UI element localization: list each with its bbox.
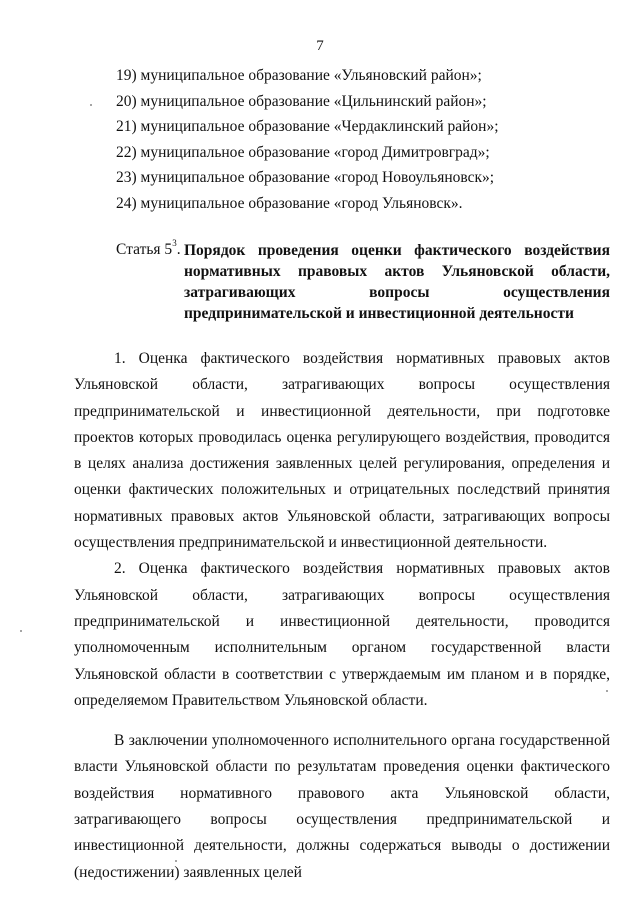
list-item: 23) муниципальное образование «город Новоульяновск»; xyxy=(116,169,495,186)
paragraph-1: 1. Оценка фактического воздействия нормативных правовых актов Ульяновской области, затрагивающих вопросы осуществления предпринимательской и инвестиционной деятельности, при подготовке проектов которых проводилась оценка регулирующего воздействия, проводится в целях анализа достижения заявленных целей регулирования, определения и оценки фактических положительных и отрицательных последствий принятия нормативных правовых актов Ульяновской области, затрагивающих вопросы осуществления предпринимательской и инвестиционной деятельности. xyxy=(74,350,610,552)
paragraph-2: 2. Оценка фактического воздействия нормативных правовых актов Ульяновской области, затрагивающих вопросы осуществления предпринимательской и инвестиционной деятельности, проводится уполномоченным исполнительным органом государственной власти Ульяновской области в соответствии с утверждаемым им планом и в порядке, определяемом Правительством Ульяновской области. xyxy=(74,560,610,709)
list-item: 22) муниципальное образование «город Димитровград»; xyxy=(116,143,490,161)
article-label: Статья $5^3$. xyxy=(116,238,181,259)
list-item: 19) муниципальное образование «Ульяновский район»; xyxy=(116,67,482,84)
list-item: 24) муниципальное образование «город Ульяновск». xyxy=(116,194,463,212)
article-label-superscript: 3 xyxy=(172,238,177,248)
scan-speck xyxy=(606,690,608,692)
scan-speck xyxy=(90,104,92,106)
page-number: 7 xyxy=(316,38,324,54)
article-body xyxy=(74,346,610,886)
list-item: 20) муниципальное образование «Цильнинский район»; xyxy=(116,92,487,110)
municipality-list xyxy=(116,66,499,219)
scan-speck xyxy=(20,630,22,632)
paragraph-3: В заключении уполномоченного исполнительного органа государственной власти Ульяновской области по результатам проведения оценки фактического воздействия нормативного правового акта Ульяновской области, затрагивающего вопросы осуществления предпринимательской и инвестиционной деятельности, должны содержаться выводы о достижении (недостижении) заявленных целей xyxy=(74,732,610,881)
scan-speck xyxy=(175,860,177,862)
list-item: 21) муниципальное образование «Чердаклинский район»; xyxy=(116,118,499,135)
article-title: Порядок проведения оценки фактического воздействия нормативных правовых актов Ульяновской области, затрагивающих вопросы осуществления предпринимательской и инвестиционной деятельности xyxy=(184,242,610,322)
